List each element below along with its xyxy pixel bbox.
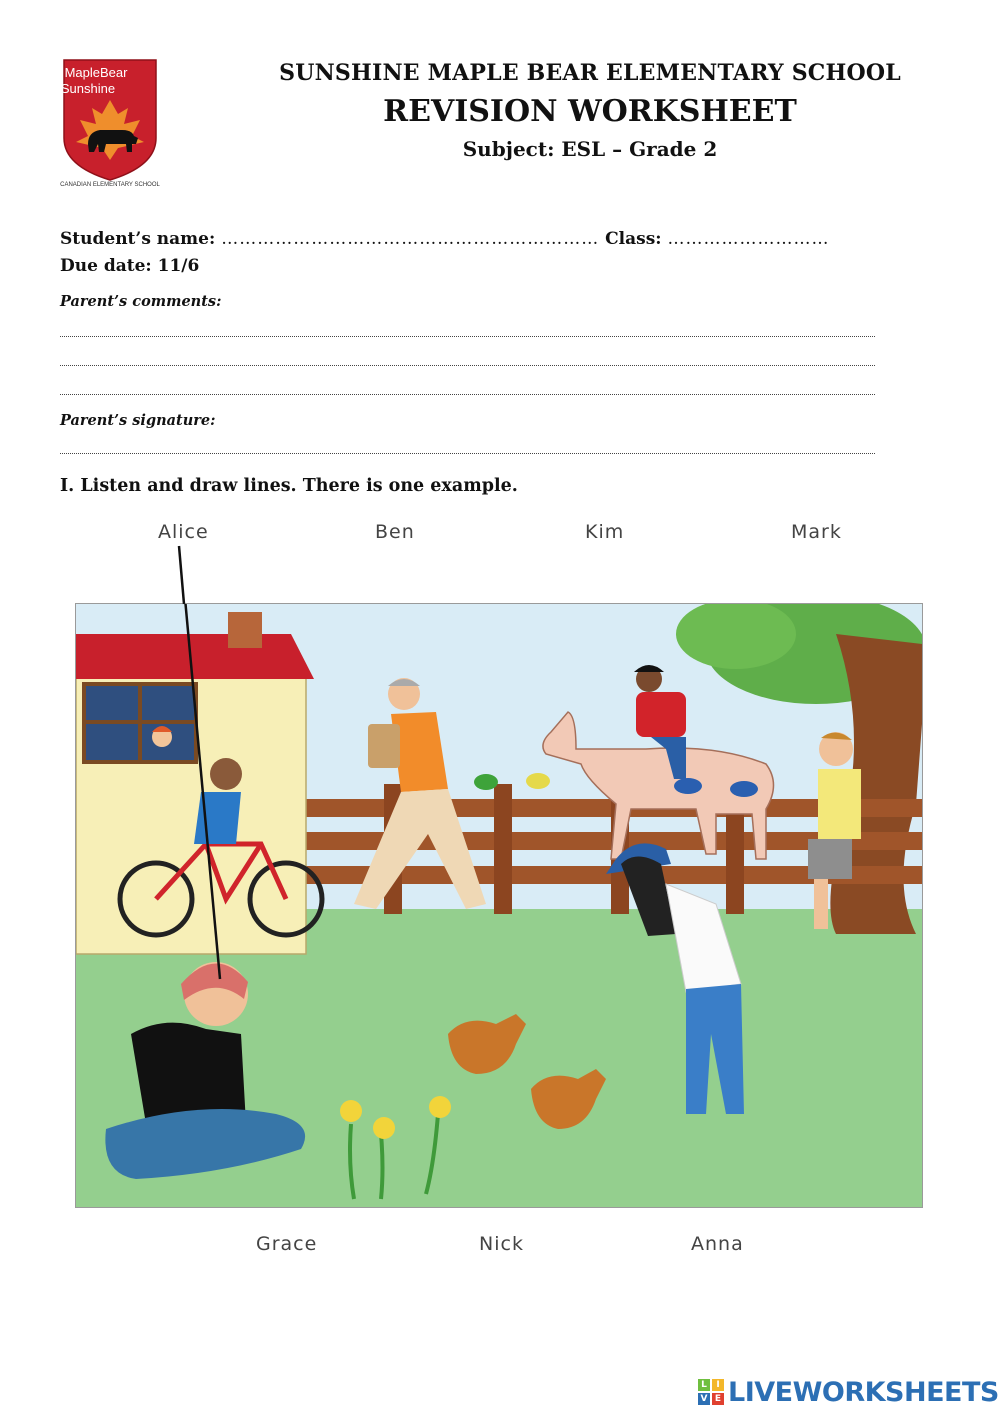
liveworksheets-brand [698,1376,999,1408]
liveworksheets-wordmark: LIVEWORKSHEETS [728,1376,999,1408]
name-ben[interactable]: Ben [375,521,415,543]
park-scene-illustration [75,603,923,1208]
school-name: SUNSHINE MAPLE BEAR ELEMENTARY SCHOOL [279,60,901,86]
subject-line: Subject: ESL – Grade 2 [462,137,718,161]
logo-line2: Sunshine [60,81,116,96]
parent-signature-label: Parent’s signature: [60,412,216,429]
name-nick[interactable]: Nick [479,1233,524,1255]
class-field[interactable]: ……………………… [667,229,830,249]
house [76,612,314,954]
due-date-label: Due date: [60,256,152,276]
exercise-instruction: I. Listen and draw lines. There is one example. [60,476,518,496]
student-name-field[interactable]: ……………………………………………………… [221,229,600,249]
due-date-value: 11/6 [157,256,200,276]
class-label: Class: [605,229,662,249]
name-grace[interactable]: Grace [256,1233,318,1255]
name-anna[interactable]: Anna [691,1233,744,1255]
example-line-top [0,0,1000,614]
logo-caption: CANADIAN ELEMENTARY SCHOOL [60,182,160,188]
name-alice[interactable]: Alice [158,521,209,543]
student-name-label: Student’s name: [60,229,216,249]
liveworksheets-logo-icon: L I V E [698,1379,724,1405]
logo-line1: MapleBear [64,65,128,80]
parent-comments-label: Parent’s comments: [60,293,222,310]
name-mark[interactable]: Mark [791,521,842,543]
worksheet-title: REVISION WORKSHEET [383,94,797,129]
name-kim[interactable]: Kim [585,521,625,543]
